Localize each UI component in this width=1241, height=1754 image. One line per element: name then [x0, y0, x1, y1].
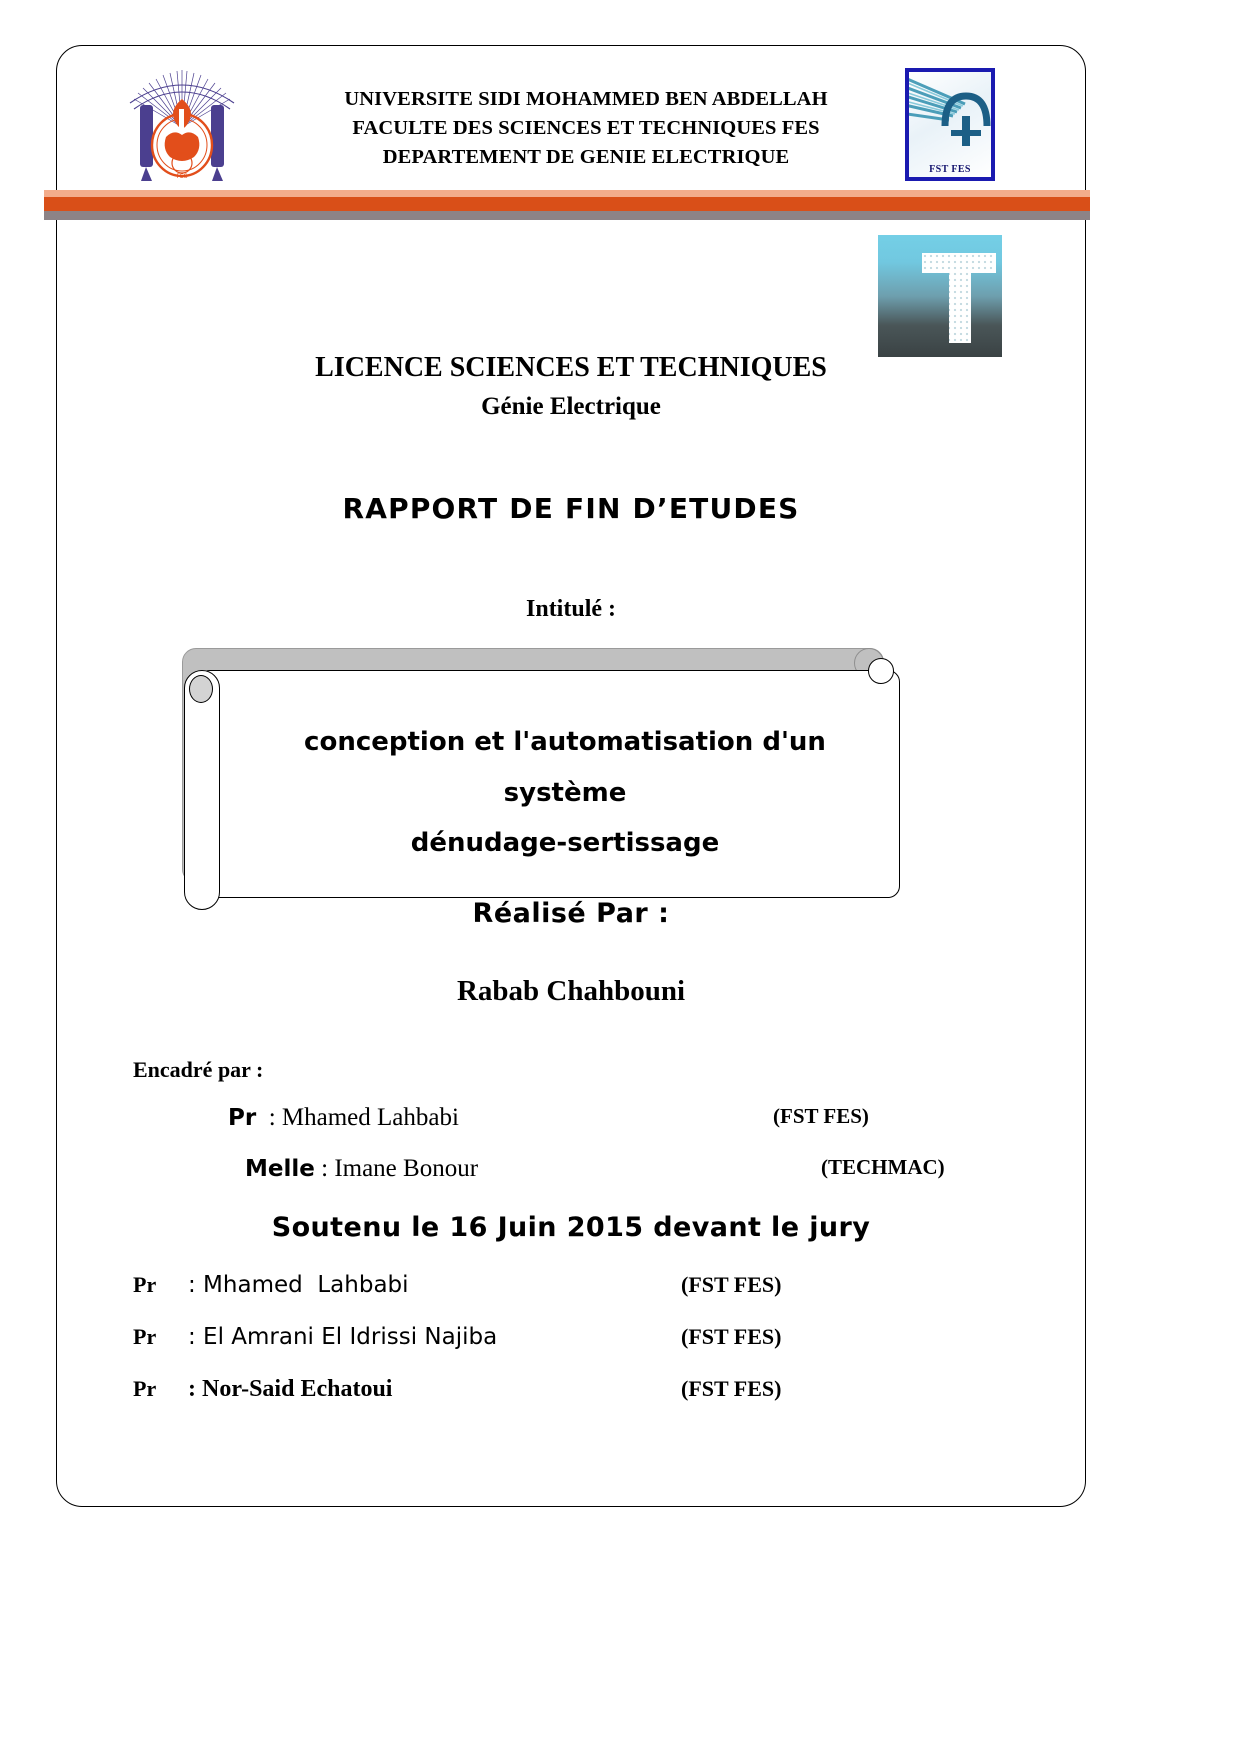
realise-par-label: Réalisé Par :: [472, 898, 670, 929]
degree-title: LICENCE SCIENCES ET TECHNIQUES: [315, 352, 827, 383]
project-title-line-3: dénudage-sertissage: [410, 828, 720, 859]
supervisor-title: Melle: [245, 1156, 315, 1182]
jury-name: : Nor-Said Echatoui: [188, 1376, 393, 1402]
jury-title: Pr: [133, 1376, 157, 1401]
fst-logo-caption: FST FES: [929, 164, 971, 175]
university-logo-icon: [118, 63, 246, 183]
jury-title: Pr: [133, 1324, 157, 1349]
supervisor-separator: :: [314, 1155, 335, 1182]
supervisor-row: [133, 1155, 993, 1183]
svg-text:FES: FES: [176, 173, 188, 180]
rule-orange-band: [44, 197, 1090, 211]
project-title-text: [235, 717, 895, 869]
project-title-scroll-banner: [176, 648, 906, 918]
supervisor-affiliation: (TECHMAC): [821, 1155, 945, 1179]
techmac-t-logo-icon: [878, 235, 1002, 357]
degree-subtitle: Génie Electrique: [481, 392, 661, 420]
university-header-text: [256, 85, 916, 172]
defense-statement: Soutenu le 16 Juin 2015 devant le jury: [271, 1212, 871, 1243]
scroll-curl-left-knob: [189, 675, 213, 703]
jury-row: [133, 1324, 993, 1358]
jury-row: [133, 1272, 993, 1306]
student-name: Rabab Chahbouni: [456, 975, 686, 1007]
scroll-sheet: [198, 670, 900, 898]
jury-name: : El Amrani El Idrissi Najiba: [188, 1324, 498, 1350]
header-line-department: DEPARTEMENT DE GENIE ELECTRIQUE: [382, 146, 790, 169]
supervisor-name: Imane Bonour: [334, 1155, 479, 1182]
header-line-university: UNIVERSITE SIDI MOHAMMED BEN ABDELLAH: [344, 88, 828, 110]
supervisor-row: [133, 1104, 993, 1132]
scroll-curl-left: [184, 670, 220, 910]
document-header: [56, 55, 1086, 190]
rule-light-band: [44, 190, 1090, 197]
encadre-par-label: Encadré par :: [133, 1057, 264, 1082]
project-title-line-2: système: [503, 777, 627, 808]
supervisor-name: Mhamed Lahbabi: [281, 1104, 459, 1131]
jury-affiliation: (FST FES): [681, 1272, 782, 1297]
degree-title-block: [56, 348, 1086, 425]
supervisor-separator: :: [256, 1104, 282, 1131]
fst-fes-logo-icon: [905, 68, 995, 181]
supervisor-title: Pr: [228, 1105, 257, 1131]
jury-title: Pr: [133, 1272, 157, 1297]
header-divider-rule: [44, 190, 1090, 220]
jury-name: : Mhamed Lahbabi: [188, 1272, 409, 1298]
supervisor-affiliation: (FST FES): [773, 1104, 869, 1128]
scroll-curl-top-knob: [868, 658, 894, 684]
jury-affiliation: (FST FES): [681, 1324, 782, 1349]
project-title-line-1: conception et l'automatisation d'un: [304, 727, 826, 757]
report-type-heading: RAPPORT DE FIN D’ETUDES: [342, 492, 800, 525]
jury-row: [133, 1376, 993, 1410]
header-line-faculty: FACULTE DES SCIENCES ET TECHNIQUES FES: [352, 117, 820, 140]
intitule-label: Intitulé :: [526, 596, 616, 622]
rule-gray-band: [44, 211, 1090, 220]
jury-affiliation: (FST FES): [681, 1376, 782, 1401]
